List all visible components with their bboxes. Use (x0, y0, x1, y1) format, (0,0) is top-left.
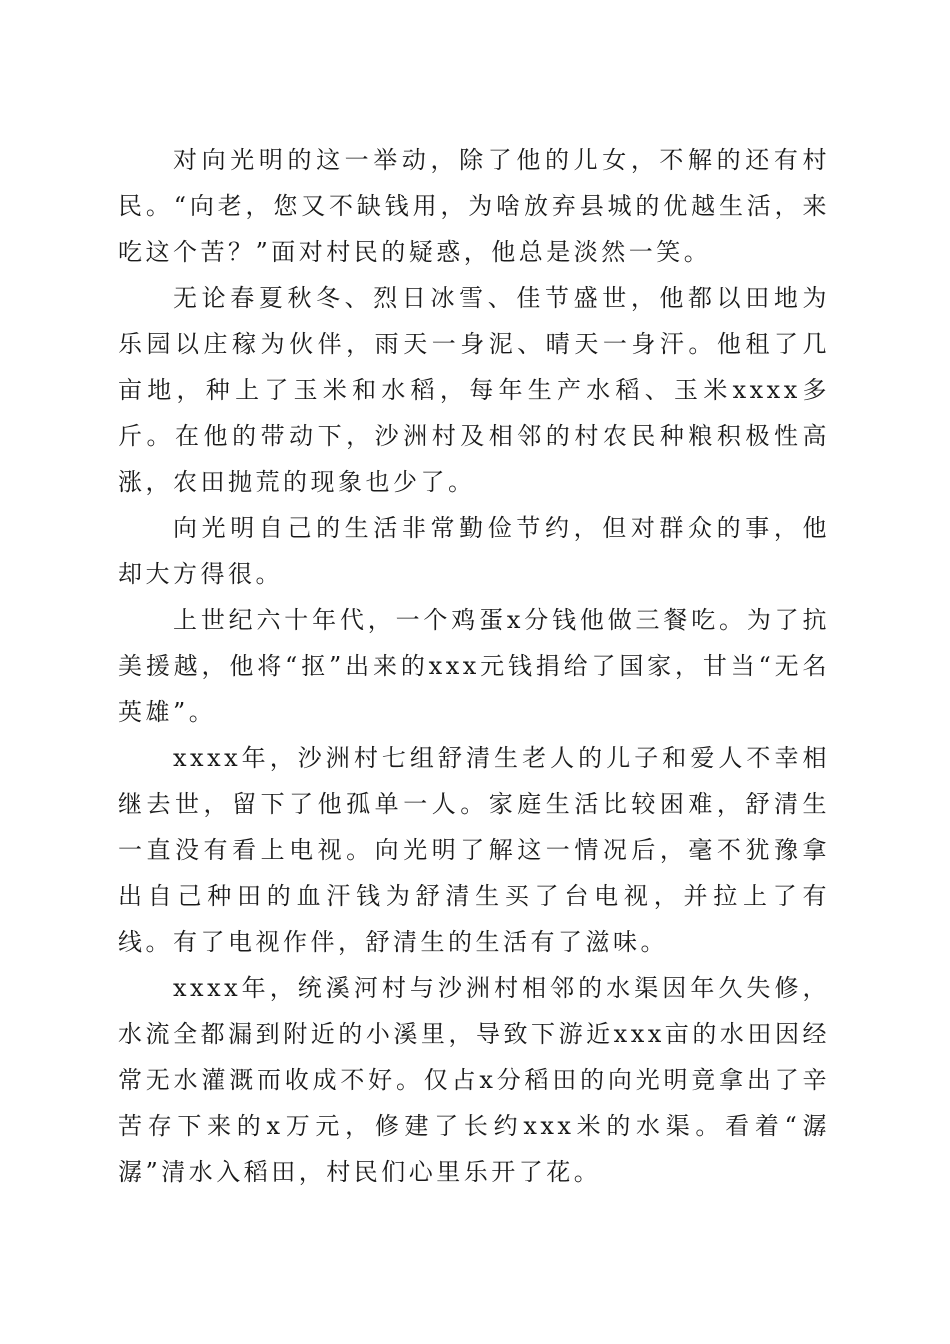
paragraph-3: 向光明自己的生活非常勤俭节约，但对群众的事，他却大方得很。 (118, 514, 830, 588)
paragraph-4: 上世纪六十年代，一个鸡蛋x分钱他做三餐吃。为了抗美援越，他将“抠”出来的xxx元钱捐给了国家，甘当“无名英雄”。 (118, 606, 830, 726)
paragraph-5: xxxx年，沙洲村七组舒清生老人的儿子和爱人不幸相继去世，留下了他孤单一人。家庭生活比较困难，舒清生一直没有看上电视。向光明了解这一情况后，毫不犹豫拿出自己种田的血汗钱为舒清生买了台电视，并拉上了有线。有了电视作伴，舒清生的生活有了滋味。 (118, 744, 830, 956)
paragraph-2: 无论春夏秋冬、烈日冰雪、佳节盛世，他都以田地为乐园以庄稼为伙伴，雨天一身泥、晴天一身汗。他租了几亩地，种上了玉米和水稻，每年生产水稻、玉米xxxx多斤。在他的带动下，沙洲村及相邻的村农民种粮积极性高涨，农田抛荒的现象也少了。 (118, 284, 830, 496)
article-body (118, 137, 830, 1195)
paragraph-6: xxxx年，统溪河村与沙洲村相邻的水渠因年久失修，水流全都漏到附近的小溪里，导致下游近xxx亩的水田因经常无水灌溉而收成不好。仅占x分稻田的向光明竟拿出了辛苦存下来的x万元，修建了长约xxx米的水渠。看着“潺潺”清水入稻田，村民们心里乐开了花。 (118, 974, 830, 1186)
paragraph-1: 对向光明的这一举动，除了他的儿女，不解的还有村民。“向老，您又不缺钱用，为啥放弃县城的优越生活，来吃这个苦？”面对村民的疑惑，他总是淡然一笑。 (118, 146, 830, 266)
